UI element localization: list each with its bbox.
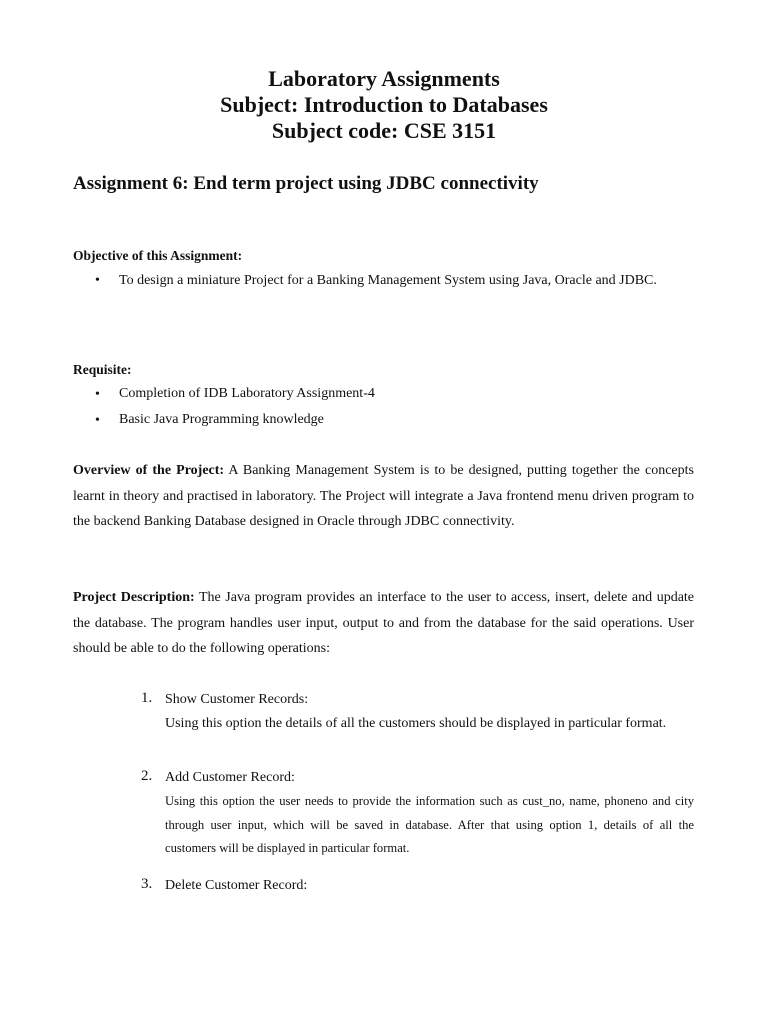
- operation-body-1: Using this option the details of all the customers should be displayed in particular format.: [165, 716, 667, 731]
- operation-title-2: Add Customer Record:: [165, 770, 295, 785]
- description-text: The Java program provides an interface to the user to access, insert, delete and update the database. The program handles user input, output to and from the database for the said operations. User should be able to do the following operations:: [73, 590, 695, 656]
- title-block: [0, 66, 768, 144]
- operation-title-3: Delete Customer Record:: [165, 878, 308, 893]
- title-line-3: Subject code: CSE 3151: [271, 118, 497, 143]
- operation-title-1: Show Customer Records:: [165, 692, 309, 707]
- overview-text: A Banking Management System is to be designed, putting together the concepts learnt in theory and practised in laboratory. The Project will integrate a Java frontend menu driven program to the backend Banking Database designed in Oracle through JDBC connectivity.: [73, 463, 694, 529]
- title-line-2: Subject: Introduction to Databases: [220, 92, 548, 117]
- overview-label: Overview of the Project:: [73, 463, 225, 478]
- requisite-label: Requisite:: [73, 362, 132, 377]
- operation-number-1: 1.: [141, 690, 153, 706]
- objective-label: Objective of this Assignment:: [73, 248, 243, 263]
- description-paragraph: [73, 585, 694, 662]
- overview-paragraph: [73, 458, 694, 535]
- title-line-1: Laboratory Assignments: [268, 66, 500, 91]
- bullet-icon: •: [95, 273, 100, 288]
- description-label: Project Description:: [73, 590, 195, 605]
- operation-number-2: 2.: [141, 768, 153, 784]
- operation-body-2: Using this option the user needs to provide the information such as cust_no, name, phoneno and city through user input, which will be saved in database. After that using option 1, details of all the customers will be displayed in particular format.: [165, 794, 694, 855]
- bullet-icon: •: [95, 413, 100, 428]
- bullet-icon: •: [95, 387, 100, 402]
- requisite-bullet-1: Completion of IDB Laboratory Assignment-4: [119, 386, 375, 401]
- operation-number-3: 3.: [141, 876, 153, 892]
- objective-bullet-1: To design a miniature Project for a Banking Management System using Java, Oracle and JDBC.: [119, 273, 657, 288]
- requisite-bullet-2: Basic Java Programming knowledge: [119, 412, 324, 427]
- assignment-heading: Assignment 6: End term project using JDBC connectivity: [73, 173, 539, 194]
